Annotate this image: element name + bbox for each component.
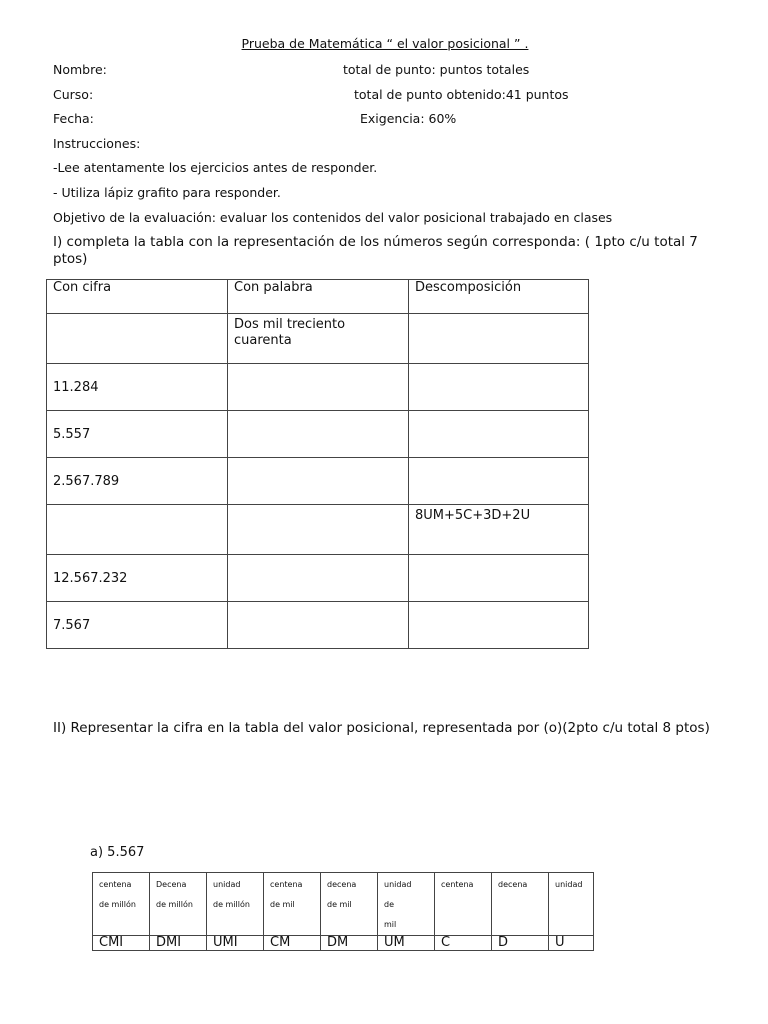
obtained-points-label: total de punto obtenido:41 puntos [354, 87, 569, 102]
place-header-cell [492, 873, 549, 936]
place-header-cell [549, 873, 594, 936]
section2-prompt: II) Representar la cifra en la tabla del valor posicional, representada por (o)(2pto c/u total 8 ptos) [53, 720, 710, 736]
place-header-line: centena [270, 880, 303, 889]
table-row [47, 602, 589, 649]
table-cell[interactable] [228, 364, 409, 411]
total-points-label: total de punto: puntos totales [343, 62, 530, 77]
table-cell[interactable] [409, 411, 589, 458]
table-cell[interactable]: 11.284 [47, 364, 228, 411]
place-value-abbr-row [93, 936, 594, 951]
column-header: Con palabra [228, 280, 409, 314]
requirement-label: Exigencia: 60% [360, 111, 457, 126]
instructions-heading: Instrucciones: [53, 136, 141, 151]
place-abbr-cell[interactable]: DM [321, 936, 378, 951]
table-cell[interactable] [409, 314, 589, 364]
table-cell[interactable]: 5.557 [47, 411, 228, 458]
place-abbr-cell[interactable]: C [435, 936, 492, 951]
date-label: Fecha: [53, 111, 94, 126]
place-abbr-cell[interactable]: UMI [207, 936, 264, 951]
place-header-line: decena [498, 880, 528, 889]
place-header-line: de [384, 900, 394, 909]
place-abbr-cell[interactable]: U [549, 936, 594, 951]
column-header: Descomposición [409, 280, 589, 314]
place-header-line: de millón [213, 900, 250, 909]
place-header-cell [93, 873, 150, 936]
place-header-line: mil [384, 920, 397, 929]
instruction-item: -Lee atentamente los ejercicios antes de responder. [53, 160, 378, 175]
place-abbr-cell[interactable]: D [492, 936, 549, 951]
table-row [47, 314, 589, 364]
section1-prompt: I) completa la tabla con la representación de los números según corresponda: ( 1pto c/u total 7 ptos) [53, 234, 698, 267]
place-header-cell [321, 873, 378, 936]
number-representation-table [46, 279, 589, 649]
table-cell[interactable] [228, 411, 409, 458]
place-header-line: de millón [99, 900, 136, 909]
column-header: Con cifra [47, 280, 228, 314]
objective-text: Objetivo de la evaluación: evaluar los contenidos del valor posicional trabajado en clases [53, 210, 613, 225]
table-cell[interactable] [409, 458, 589, 505]
place-header-line: unidad [384, 880, 412, 889]
table-row [47, 458, 589, 505]
table-cell[interactable] [47, 505, 228, 555]
place-abbr-cell[interactable]: CM [264, 936, 321, 951]
table-cell[interactable]: 8UM+5C+3D+2U [409, 505, 589, 555]
place-header-line: de mil [270, 900, 295, 909]
table-cell[interactable]: Dos mil treciento cuarenta [228, 314, 409, 364]
table-cell[interactable] [409, 364, 589, 411]
item-a-label: a) 5.567 [90, 845, 145, 860]
table-cell[interactable] [228, 602, 409, 649]
table-cell[interactable] [409, 602, 589, 649]
place-header-cell [207, 873, 264, 936]
table-row [47, 555, 589, 602]
place-value-header-row [93, 873, 594, 936]
table-row [47, 505, 589, 555]
table-row [47, 411, 589, 458]
place-header-line: centena [441, 880, 474, 889]
table-row [47, 364, 589, 411]
table-header-row [47, 280, 589, 314]
place-value-table [92, 872, 594, 951]
table-cell[interactable] [228, 458, 409, 505]
place-header-line: unidad [213, 880, 241, 889]
table-cell[interactable] [228, 505, 409, 555]
instruction-item: - Utiliza lápiz grafito para responder. [53, 185, 281, 200]
test-title: Prueba de Matemática “ el valor posicional ” . [241, 36, 529, 51]
table-cell[interactable] [409, 555, 589, 602]
place-header-line: unidad [555, 880, 583, 889]
table-cell[interactable] [228, 555, 409, 602]
place-header-line: de mil [327, 900, 352, 909]
place-abbr-cell[interactable]: UM [378, 936, 435, 951]
table-cell[interactable]: 7.567 [47, 602, 228, 649]
place-abbr-cell[interactable]: DMI [150, 936, 207, 951]
place-abbr-cell[interactable]: CMI [93, 936, 150, 951]
place-header-line: de millón [156, 900, 193, 909]
table-cell[interactable]: 2.567.789 [47, 458, 228, 505]
place-header-cell [435, 873, 492, 936]
place-header-cell [378, 873, 435, 936]
place-header-cell [264, 873, 321, 936]
place-header-line: centena [99, 880, 132, 889]
course-label: Curso: [53, 87, 94, 102]
place-header-line: Decena [156, 880, 187, 889]
name-label: Nombre: [53, 62, 107, 77]
place-header-line: decena [327, 880, 357, 889]
table-cell[interactable]: 12.567.232 [47, 555, 228, 602]
table-cell[interactable] [47, 314, 228, 364]
place-header-cell [150, 873, 207, 936]
